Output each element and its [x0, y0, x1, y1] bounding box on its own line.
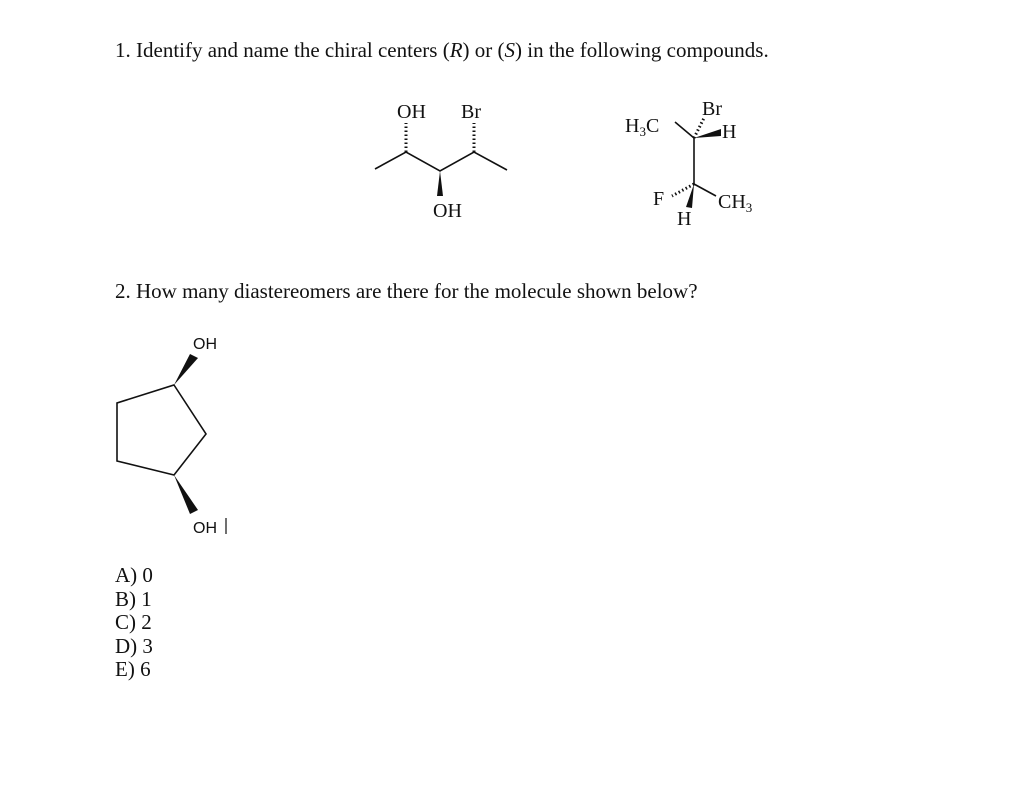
- hashed-bond-br-2: [694, 118, 704, 138]
- r-label: R: [449, 38, 463, 62]
- question-2-number: 2.: [115, 279, 131, 303]
- br-label: Br: [702, 98, 722, 120]
- wedge-bond-oh-bottom: [174, 475, 198, 514]
- molecule-2: [625, 98, 752, 230]
- ch3-label: $CH_3$: [718, 191, 753, 215]
- f-label: F: [653, 188, 665, 210]
- answer-choices: [115, 564, 153, 682]
- cyclopentane-ring: [117, 385, 206, 475]
- oh-bottom-label-3: OH: [193, 520, 217, 537]
- molecule-1-backbone: [375, 152, 507, 171]
- question-1-text-c: ) in the following compounds.: [515, 38, 769, 62]
- oh-top-label-3: OH: [193, 336, 217, 353]
- wedge-bond-oh: [437, 171, 443, 196]
- h3c-label: $H_3C$: [625, 115, 660, 139]
- question-1-text-b: ) or (: [462, 38, 505, 62]
- question-1-number: 1.: [115, 38, 131, 62]
- h-right-label: H: [722, 121, 737, 143]
- molecule-3: [117, 336, 226, 537]
- choice-a[interactable]: A) 0: [115, 563, 153, 587]
- oh-top-label: OH: [397, 101, 426, 123]
- question-1-text-a: Identify and name the chiral centers (: [136, 38, 450, 62]
- question-2: [115, 279, 698, 304]
- molecule-1: [375, 101, 507, 222]
- h-bottom-label: H: [677, 208, 692, 230]
- bond-h3c: [675, 122, 694, 138]
- choice-d[interactable]: D) 3: [115, 633, 153, 658]
- br-top-label: Br: [461, 101, 481, 123]
- s-label: S: [504, 38, 515, 62]
- choice-e[interactable]: E) 6: [115, 657, 151, 681]
- wedge-bond-oh-top: [174, 354, 198, 385]
- choice-b[interactable]: B) 1: [115, 586, 152, 611]
- bond-ch3: [694, 184, 716, 196]
- question-2-text: How many diastereomers are there for the molecule shown below?: [136, 279, 698, 303]
- oh-bottom-label: OH: [433, 200, 462, 222]
- choice-c[interactable]: C) 2: [115, 610, 152, 634]
